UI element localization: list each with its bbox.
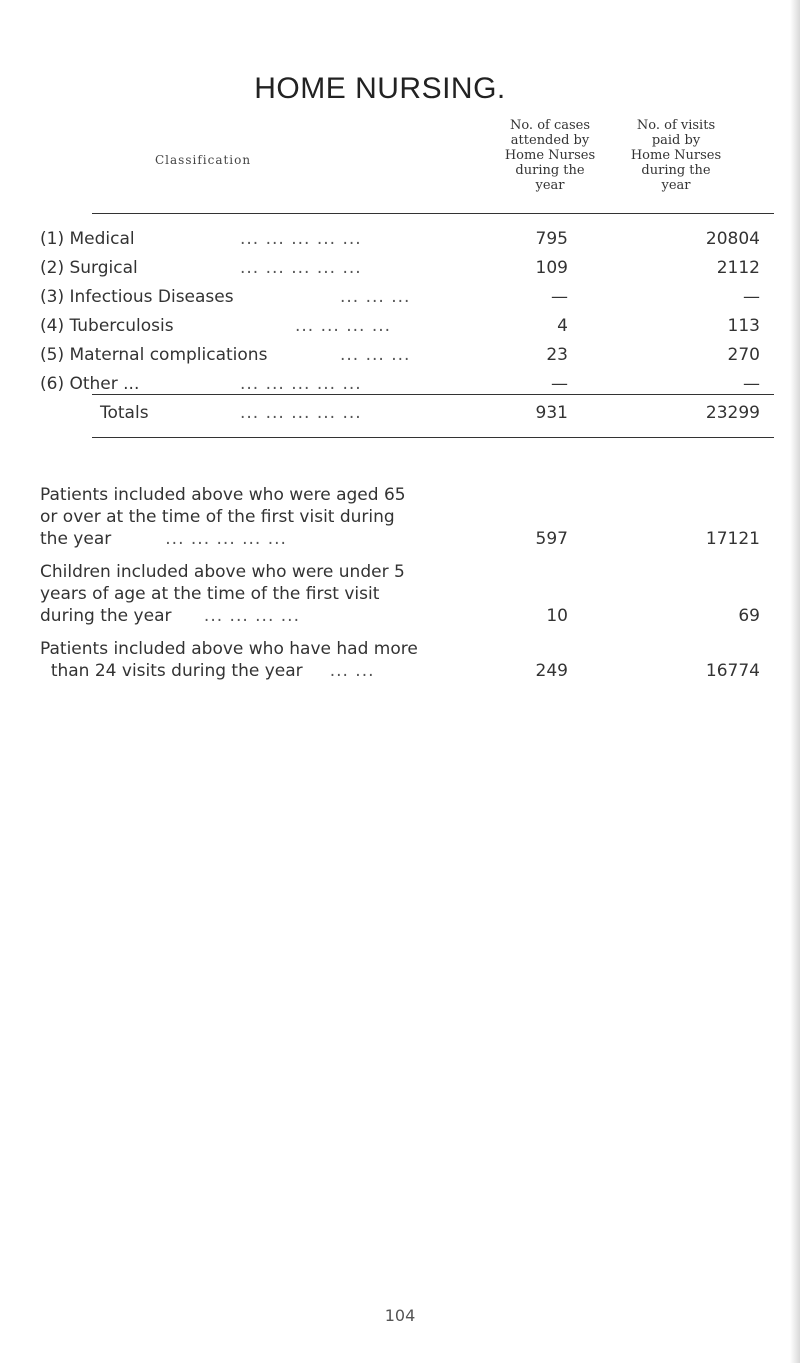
leader-dots: ... ... ... ...	[203, 606, 300, 626]
visits-value: —	[743, 374, 760, 394]
row-label: (3) Infectious Diseases	[40, 287, 234, 307]
header-rule	[92, 213, 774, 214]
cases-value: —	[551, 287, 568, 307]
leader-dots: ... ... ... ... ...	[240, 374, 362, 394]
leader-dots: ... ... ...	[340, 345, 411, 365]
leader-dots: ... ... ...	[340, 287, 411, 307]
leader-dots: ... ... ... ... ...	[240, 229, 362, 249]
row-label: (1) Medical	[40, 229, 135, 249]
row-label: (2) Surgical	[40, 258, 138, 278]
totals-bottom-rule	[92, 437, 774, 438]
table-row	[40, 345, 780, 373]
header-cases: No. of cases attended by Home Nurses during the year	[504, 118, 596, 193]
note-line: Patients included above who have had more	[40, 639, 418, 659]
table-row	[40, 316, 780, 344]
leader-dots: ... ... ... ... ...	[165, 529, 287, 549]
header-visits: No. of visits paid by Home Nurses during the year	[630, 118, 722, 193]
visits-value: 113	[727, 316, 760, 336]
cases-value: 10	[546, 606, 568, 626]
total-visits-value: 23299	[705, 403, 760, 423]
visits-value: 2112	[716, 258, 760, 278]
visits-value: 270	[727, 345, 760, 365]
visits-value: 20804	[705, 229, 760, 249]
table-row	[40, 374, 780, 402]
row-label: (6) Other ...	[40, 374, 140, 394]
row-label: (4) Tuberculosis	[40, 316, 174, 336]
visits-value: 17121	[705, 529, 760, 549]
visits-value: 69	[738, 606, 760, 626]
page-title: HOME NURSING.	[254, 72, 506, 105]
cases-value: —	[551, 374, 568, 394]
total-cases-value: 931	[535, 403, 568, 423]
table-row	[40, 287, 780, 315]
cases-value: 597	[535, 529, 568, 549]
note-line: during the year	[40, 606, 172, 626]
table-row	[40, 258, 780, 286]
leader-dots: ... ...	[329, 661, 375, 681]
page-number: 104	[384, 1306, 416, 1325]
cases-value: 109	[535, 258, 568, 278]
cases-value: 23	[546, 345, 568, 365]
leader-dots: ... ... ... ... ...	[240, 403, 362, 423]
note-aged-65	[40, 484, 780, 550]
header-classification: Classification	[155, 153, 252, 167]
note-line: years of age at the time of the first visit	[40, 584, 380, 604]
cases-value: 4	[557, 316, 568, 336]
note-line: the year	[40, 529, 112, 549]
totals-label: Totals	[100, 403, 149, 423]
note-children-under-5	[40, 561, 780, 627]
note-over-24-visits	[40, 638, 780, 682]
note-line: than 24 visits during the year	[50, 661, 303, 681]
cases-value: 249	[535, 661, 568, 681]
table-row	[40, 229, 780, 257]
cases-value: 795	[535, 229, 568, 249]
note-line: Patients included above who were aged 65	[40, 485, 406, 505]
note-line: Children included above who were under 5	[40, 562, 405, 582]
leader-dots: ... ... ... ...	[295, 316, 392, 336]
page-edge-shadow	[790, 0, 800, 1363]
visits-value: 16774	[705, 661, 760, 681]
row-label: (5) Maternal complications	[40, 345, 268, 365]
totals-top-rule	[92, 394, 774, 395]
visits-value: —	[743, 287, 760, 307]
totals-row	[40, 403, 780, 431]
leader-dots: ... ... ... ... ...	[240, 258, 362, 278]
note-line: or over at the time of the first visit during	[40, 507, 395, 527]
